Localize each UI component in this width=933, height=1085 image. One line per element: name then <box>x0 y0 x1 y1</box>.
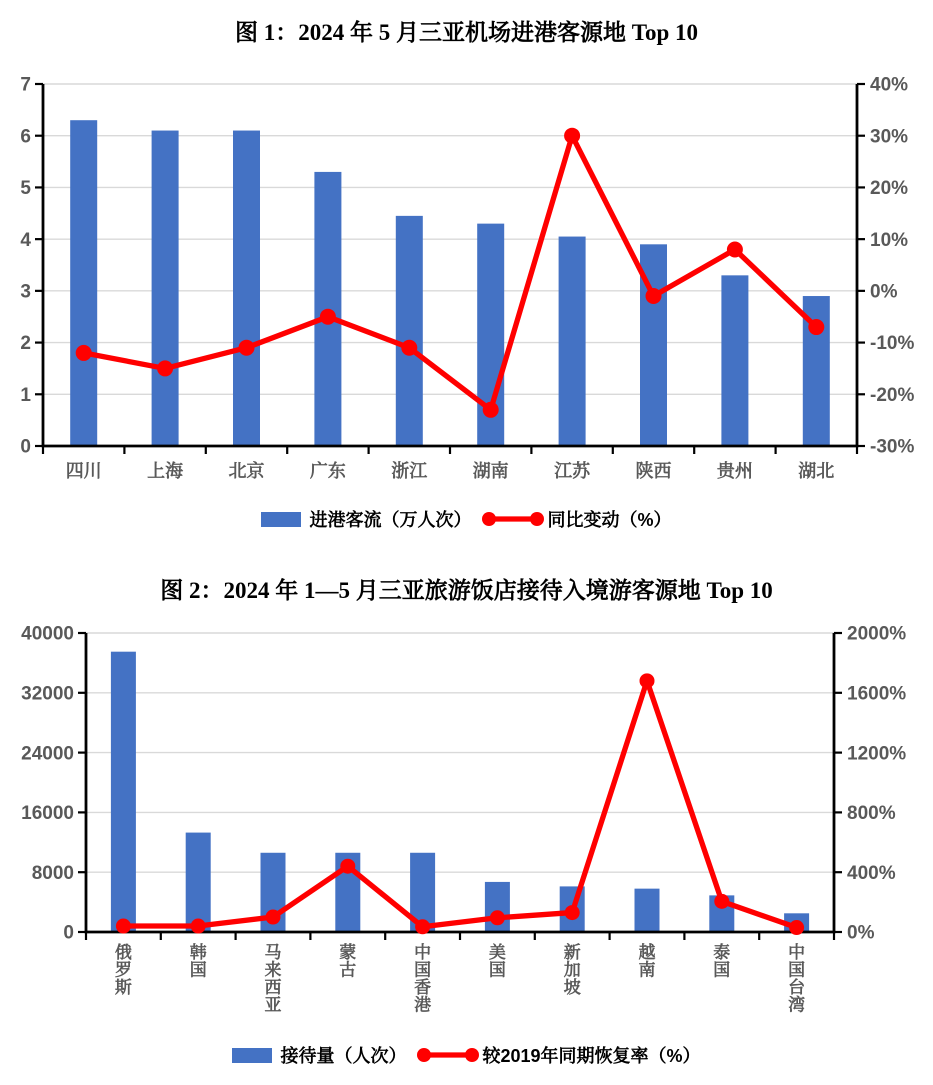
category-label-四川: 四川 <box>65 461 102 481</box>
category-label-越南: 越南 <box>638 943 656 980</box>
right-tick-label: 1200% <box>847 743 907 765</box>
data-point-中国香港 <box>415 919 430 934</box>
category-label-广东: 广东 <box>309 461 346 481</box>
category-label-新加坡: 新加坡 <box>563 943 581 997</box>
category-label-韩国: 韩国 <box>189 943 207 980</box>
bar-legend-label: 进港客流（万人次） <box>309 510 472 530</box>
chart1-canvas <box>0 62 933 496</box>
data-point-江苏 <box>564 128 580 144</box>
data-point-贵州 <box>727 241 743 257</box>
data-point-四川 <box>76 345 92 361</box>
data-point-俄罗斯 <box>116 919 131 934</box>
line-legend-marker <box>481 510 545 528</box>
bar-韩国 <box>186 833 211 932</box>
category-label-泰国: 泰国 <box>713 943 731 980</box>
left-tick-label: 0 <box>63 922 74 944</box>
right-tick-label: 800% <box>847 803 896 825</box>
data-point-北京 <box>239 340 255 356</box>
category-label-浙江: 浙江 <box>391 461 428 481</box>
bar-贵州 <box>721 275 748 446</box>
bar-legend-swatch <box>261 512 301 527</box>
chart2-canvas <box>0 608 933 1018</box>
line-legend-label: 较2019年同期恢复率（%） <box>482 1046 701 1066</box>
bar-上海 <box>152 131 179 446</box>
category-label-江苏: 江苏 <box>554 461 591 481</box>
right-tick-label: 40% <box>870 74 909 96</box>
data-point-新加坡 <box>565 905 580 920</box>
bar-legend-label: 接待量（人次） <box>280 1046 407 1066</box>
bar-浙江 <box>396 216 423 446</box>
category-label-贵州: 贵州 <box>716 461 753 481</box>
left-tick-label: 1 <box>20 384 31 406</box>
right-tick-label: 0% <box>847 922 875 944</box>
data-point-湖北 <box>808 319 824 335</box>
line-legend-label: 同比变动（%） <box>547 510 672 530</box>
left-tick-label: 0 <box>20 436 31 458</box>
category-label-北京: 北京 <box>228 461 265 481</box>
right-tick-label: 30% <box>870 126 909 148</box>
right-tick-label: 2000% <box>847 623 907 645</box>
category-label-陕西: 陕西 <box>635 461 672 481</box>
chart2-legend <box>0 1042 933 1068</box>
left-tick-label: 40000 <box>21 623 74 645</box>
category-label-马来西亚: 马来西亚 <box>264 943 282 1015</box>
category-label-中国台湾: 中国台湾 <box>788 943 806 1015</box>
right-tick-label: -10% <box>870 333 915 355</box>
category-label-美国: 美国 <box>488 943 506 980</box>
category-label-湖北: 湖北 <box>798 461 835 481</box>
right-tick-label: 1600% <box>847 683 907 705</box>
bar-legend-swatch <box>232 1048 272 1063</box>
data-point-蒙古 <box>340 859 355 874</box>
category-label-上海: 上海 <box>147 461 184 481</box>
left-tick-label: 2 <box>20 333 31 355</box>
data-point-马来西亚 <box>266 910 281 925</box>
right-tick-label: -30% <box>870 436 915 458</box>
category-label-湖南: 湖南 <box>472 461 509 481</box>
left-tick-label: 3 <box>20 281 31 303</box>
left-tick-label: 8000 <box>31 862 74 884</box>
data-point-上海 <box>157 360 173 376</box>
left-tick-label: 4 <box>20 229 31 251</box>
line-legend-marker <box>416 1046 480 1064</box>
left-tick-label: 24000 <box>21 743 74 765</box>
data-point-湖南 <box>483 402 499 418</box>
category-label-俄罗斯: 俄罗斯 <box>114 943 132 997</box>
chart1-title: 图 1：2024 年 5 月三亚机场进港客源地 Top 10 <box>234 20 699 45</box>
data-point-韩国 <box>191 919 206 934</box>
data-point-中国台湾 <box>789 920 804 935</box>
right-tick-label: 400% <box>847 862 896 884</box>
chart1-legend <box>0 506 933 532</box>
bar-四川 <box>70 120 97 446</box>
data-point-越南 <box>640 673 655 688</box>
data-point-浙江 <box>401 340 417 356</box>
category-label-中国香港: 中国香港 <box>414 943 432 1015</box>
data-point-广东 <box>320 309 336 325</box>
data-point-美国 <box>490 910 505 925</box>
data-point-泰国 <box>714 894 729 909</box>
category-label-蒙古: 蒙古 <box>339 943 357 980</box>
left-tick-label: 6 <box>20 126 31 148</box>
trend-line <box>123 681 796 928</box>
bar-越南 <box>635 889 660 932</box>
left-tick-label: 32000 <box>21 683 74 705</box>
bar-北京 <box>233 131 260 446</box>
right-tick-label: 10% <box>870 229 909 251</box>
left-tick-label: 5 <box>20 178 31 200</box>
right-tick-label: -20% <box>870 384 915 406</box>
left-tick-label: 16000 <box>21 803 74 825</box>
right-tick-label: 0% <box>870 281 898 303</box>
chart2-title: 图 2：2024 年 1—5 月三亚旅游饭店接待入境游客源地 Top 10 <box>160 578 773 603</box>
left-tick-label: 7 <box>20 74 31 96</box>
data-point-陕西 <box>646 288 662 304</box>
right-tick-label: 20% <box>870 178 909 200</box>
trend-line <box>84 136 817 410</box>
bar-江苏 <box>559 237 586 446</box>
bar-俄罗斯 <box>111 652 136 932</box>
